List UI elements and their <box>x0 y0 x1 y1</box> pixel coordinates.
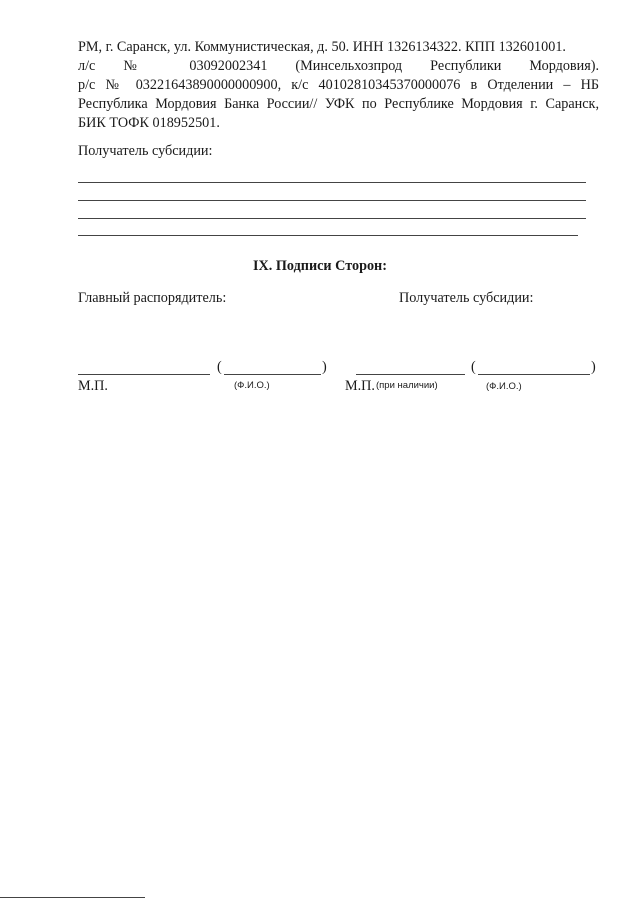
right-fio-line <box>478 374 590 375</box>
right-fio-caption: (Ф.И.О.) <box>486 381 522 392</box>
right-signature-line <box>356 374 465 375</box>
left-fio-paren-close: ) <box>322 359 327 375</box>
section-title: IX. Подписи Сторон: <box>253 258 387 274</box>
requisites-line: л/с № 03092002341 (Минсельхозпрод Республики Мордовия). <box>78 58 599 74</box>
recipient-label: Получатель субсидии: <box>78 143 213 159</box>
right-fio-paren-close: ) <box>591 359 596 375</box>
blank-line <box>78 182 586 183</box>
bank-requisites <box>78 38 599 133</box>
footnote-separator <box>0 897 145 898</box>
requisites-line: БИК ТОФК 018952501. <box>78 115 220 131</box>
requisites-line: Республика Мордовия Банка России// УФК по Республике Мордовия г. Саранск, <box>78 96 599 112</box>
requisites-line: РМ, г. Саранск, ул. Коммунистическая, д. 50. ИНН 1326134322. КПП 132601001. <box>78 39 566 55</box>
right-stamp-label: М.П. <box>345 378 375 394</box>
right-stamp-note: (при наличии) <box>376 380 438 391</box>
left-fio-caption: (Ф.И.О.) <box>234 380 270 391</box>
left-fio-paren-open: ( <box>217 359 222 375</box>
blank-line <box>78 218 586 219</box>
left-fio-line <box>224 374 321 375</box>
blank-line <box>78 200 586 201</box>
left-signature-line <box>78 374 210 375</box>
blank-line <box>78 235 578 236</box>
requisites-line: р/с № 03221643890000000900, к/с 40102810345370000076 в Отделении – НБ <box>78 77 599 93</box>
left-stamp-label: М.П. <box>78 378 108 394</box>
right-party-label: Получатель субсидии: <box>399 290 534 306</box>
right-fio-paren-open: ( <box>471 359 476 375</box>
left-party-label: Главный распорядитель: <box>78 290 227 306</box>
